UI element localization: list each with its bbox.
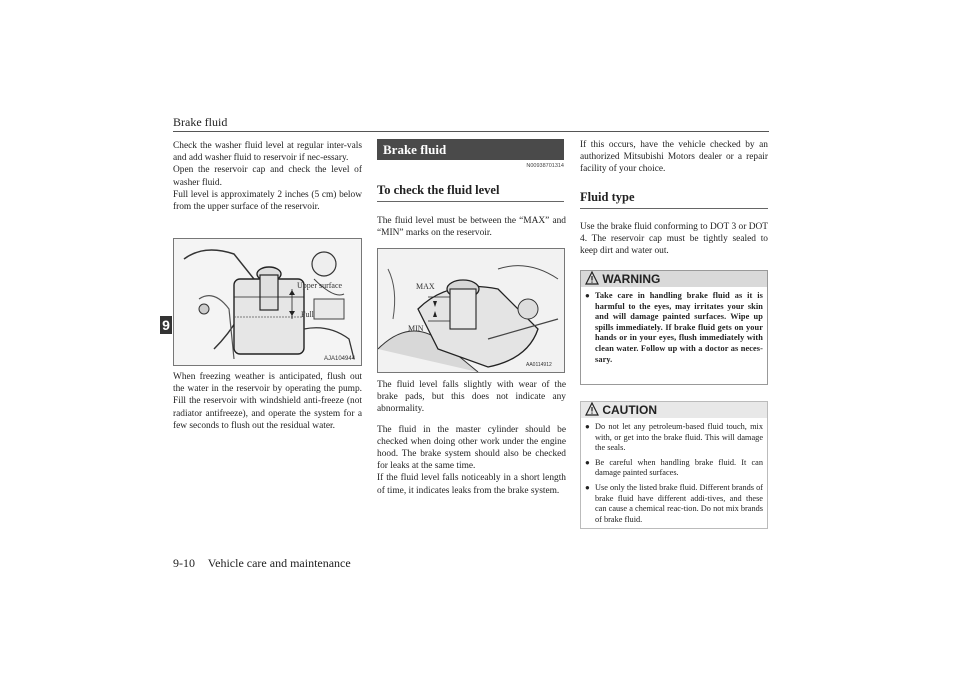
- paragraph: If this occurs, have the vehicle checked by an authorized Mitsubishi Motors dealer or a repair facility of your choice.: [580, 140, 768, 175]
- freezing-weather-text: [173, 371, 362, 432]
- label-full: Full: [301, 310, 314, 319]
- document-id: N00938701314: [526, 163, 564, 169]
- caution-header: [581, 402, 767, 418]
- header-rule: [173, 131, 769, 132]
- page-header-title: Brake fluid: [173, 115, 228, 129]
- paragraph: The fluid level falls slightly with wear of the brake pads, but this does not indicate any abnormality.: [377, 380, 566, 415]
- warning-box: [580, 270, 768, 385]
- washer-fluid-text: [173, 140, 362, 213]
- fluid-type-text: [580, 221, 768, 258]
- brake-reservoir-illustration: [378, 249, 564, 372]
- warning-list: [581, 291, 767, 365]
- figure-code: AJA104944: [324, 356, 356, 362]
- paragraph: The fluid level must be between the “MAX” and “MIN” marks on the reservoir.: [377, 216, 566, 239]
- brake-reservoir-figure: [377, 248, 565, 373]
- chapter-tab: 9: [160, 316, 172, 334]
- page-number: 9-10: [173, 556, 195, 570]
- warning-title: WARNING: [602, 272, 661, 286]
- subheading-fluid-type: Fluid type: [580, 190, 768, 209]
- paragraph: Open the reservoir cap and check the level of washer fluid.: [173, 165, 362, 188]
- figure-code: AA0114912: [526, 362, 552, 368]
- warning-header: [581, 271, 767, 287]
- caution-box: [580, 401, 768, 529]
- footer-section: Vehicle care and maintenance: [207, 556, 351, 570]
- section-title-brake-fluid: Brake fluid: [377, 139, 564, 160]
- caution-item: ● Do not let any petroleum-based fluid touch, mix with, or get into the brake fluid. This will damage the seals.: [585, 422, 763, 453]
- fluid-level-intro: [377, 215, 566, 239]
- warning-item: ● Take care in handling brake fluid as it is harmful to the eyes, may irritates your skin and will damage painted surfaces. Wipe up spills immediately. If brake fluid gets on your hands or in your eyes, flush immediately with clean water. Follow up with a doctor as neces-sary.: [585, 291, 763, 364]
- paragraph: Check the washer fluid level at regular inter-vals and add washer fluid to reservoir if nec-essary.: [173, 141, 362, 164]
- paragraph: If the fluid level falls noticeably in a short length of time, it indicates leaks from the brake system.: [377, 473, 566, 496]
- subheading-check-fluid-level: To check the fluid level: [377, 183, 564, 202]
- caution-item: ● Use only the listed brake fluid. Different brands of brake fluid have different addi-tives, and these can cause a chemical reac-tion. Do not mix brands of brake fluid.: [585, 482, 763, 524]
- caution-item: ● Be careful when handling brake fluid. It can damage painted surfaces.: [585, 457, 763, 478]
- label-upper-surface: Upper surface: [297, 281, 343, 290]
- paragraph: When freezing weather is anticipated, flush out the water in the reservoir by operating the pump. Fill the reservoir with windshield anti-freeze (not radiator antifreeze), and operate the system for a few seconds to flush out the residual water.: [173, 372, 362, 431]
- caution-triangle-icon: [585, 402, 599, 416]
- fluid-level-details: [377, 379, 566, 497]
- washer-reservoir-illustration: [174, 239, 361, 365]
- label-min: MIN: [408, 324, 424, 333]
- caution-title: CAUTION: [602, 403, 658, 417]
- caution-list: [581, 422, 767, 525]
- page-footer: [173, 556, 361, 571]
- paragraph: Use the brake fluid conforming to DOT 3 or DOT 4. The reservoir cap must be tightly sealed to keep dirt and water out.: [580, 222, 768, 257]
- paragraph: The fluid in the master cylinder should be checked when doing other work under the engine hood. The brake system should also be checked for leaks at the same time.: [377, 424, 566, 472]
- washer-reservoir-figure: [173, 238, 362, 366]
- paragraph: Full level is approximately 2 inches (5 cm) below from the upper surface of the reservoir.: [173, 189, 362, 213]
- dealer-check-text: [580, 139, 768, 176]
- warning-triangle-icon: [585, 271, 599, 285]
- label-max: MAX: [416, 282, 435, 291]
